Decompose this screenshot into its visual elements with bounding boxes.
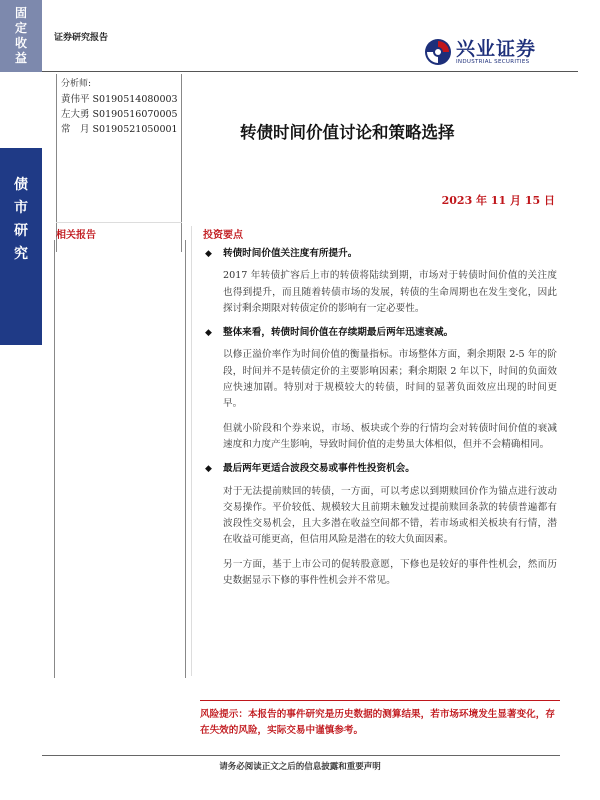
sidebar-bottom-label: 债 市 研 究 — [14, 177, 28, 262]
analyst-label: 分析师: — [61, 79, 92, 89]
paragraph: 2017 年转债扩容后上市的转债将陆续到期，市场对于转债时间价值的关注度也得到提升，而且随着转债市场的发展，转债的生命周期也在发生变化，因此探讨剩余期限对转债定价的影响有一定必要性。 — [223, 270, 557, 314]
section-heading: 投资要点 — [203, 230, 243, 241]
bullet-icon: ◆ — [205, 464, 212, 475]
analyst-entry: 常 月 S0190521050001 — [61, 124, 178, 135]
risk-warning: 风险提示：本报告的事件研究是历史数据的测算结果，若市场环境发生显著变化，存在失效的风险，实际交易中谨慎参考。 — [200, 709, 555, 736]
sidebar-top-band — [0, 0, 42, 72]
footer-disclaimer: 请务必阅读正文之后的信息披露和重要声明 — [219, 762, 381, 772]
header-rule — [42, 71, 578, 72]
bullet-point: ◆ 最后两年更适合波段交易或事件性投资机会。 — [205, 461, 557, 477]
logo-cn-text: 兴业证券 — [456, 37, 537, 60]
bullet-icon: ◆ — [205, 328, 212, 339]
key-points — [205, 246, 557, 597]
paragraph: 另一方面，基于上市公司的促转股意愿，下修也是较好的事件性机会，然而历史数据显示下修的事件性机会并不常见。 — [223, 558, 557, 587]
logo-en-text: INDUSTRIAL SECURITIES — [456, 58, 530, 65]
report-title: 转债时间价值讨论和策略选择 — [240, 123, 455, 142]
report-type-label: 证券研究报告 — [54, 33, 109, 43]
related-divider — [56, 222, 182, 223]
paragraph: 但就小阶段和个券来说，市场、板块或个券的行情均会对转债时间价值的衰减速度和力度产生影响，导致时间价值的走势虽大体相似，但并不会精确相同。 — [223, 422, 557, 450]
bullet-point: ◆ 整体来看，转债时间价值在存续期最后两年迅速衰减。 — [205, 325, 557, 341]
paragraph: 以修正溢价率作为时间价值的衡量指标。市场整体方面，剩余期限 2-5 年的阶段，时间并不是转债定价的主要影响因素；剩余期限 2 年以下，时间的负面效应快速加剧。特别对于规模较大的转债，时间的显著负面效应出现的时间更早。 — [223, 349, 557, 410]
risk-divider — [200, 700, 560, 701]
bullet-icon: ◆ — [205, 249, 212, 259]
related-reports-heading: 相关报告 — [56, 230, 96, 241]
column-divider — [191, 226, 192, 676]
sidebar-top-label: 固 定 收 益 — [14, 6, 27, 65]
paragraph: 对于无法提前赎回的转债，一方面，可以考虑以到期赎回价作为锚点进行波动交易操作。平价较低、规模较大且前期未触发过提前赎回条款的转债普遍都有波段性交易机会，且大多潜在收益空间都不错，若市场或相关板块有行情，潜在收益可能更高，但信用风险是潜在的较大负面因素。 — [223, 485, 557, 546]
report-date: 2023 年 11 月 15 日 — [441, 194, 555, 207]
company-logo — [424, 36, 536, 68]
footer-divider — [42, 755, 560, 756]
analyst-entry: 黄伟平 S0190514080003 — [61, 94, 178, 105]
analyst-entry: 左大勇 S0190516070005 — [61, 109, 178, 120]
logo-swirl-icon — [424, 38, 452, 66]
bullet-point: ◆ 转债时间价值关注度有所提升。 — [205, 246, 557, 262]
sidebar-bottom-band — [0, 148, 42, 345]
related-reports-box — [54, 240, 186, 678]
